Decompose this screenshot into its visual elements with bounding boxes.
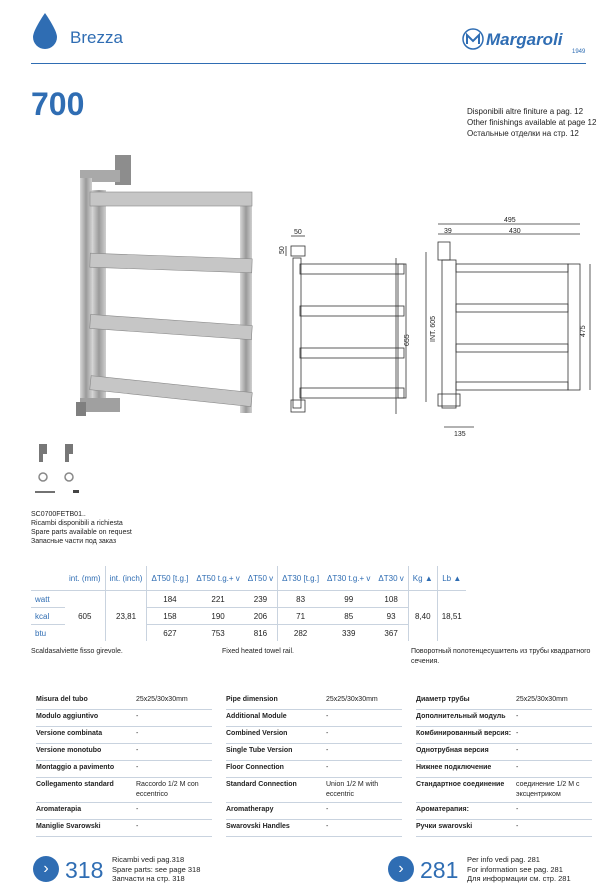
property-row [416, 778, 592, 803]
finishings-en: Other finishings available at page 12 [467, 118, 597, 127]
property-value: 25x25/30x30mm [136, 693, 212, 710]
property-key: Aromatherapy [226, 803, 326, 820]
property-key: Swarovski Handles [226, 820, 326, 837]
property-key: Standard Connection [226, 778, 326, 803]
property-key: Ручки swarovski [416, 820, 516, 837]
property-key: Стандартное соединение [416, 778, 516, 803]
cell-int-mm: 605 [65, 591, 105, 642]
cell: 99 [323, 591, 374, 608]
weight-icon: ▲ [453, 573, 462, 583]
info-line: Spare parts: see page 318 [112, 864, 201, 874]
property-row [226, 803, 402, 820]
property-row [36, 710, 212, 727]
finishings-it: Disponibili altre finiture a pag. 12 [467, 107, 584, 116]
dim-135: 135 [454, 431, 466, 437]
weight-icon: ▲ [424, 573, 433, 583]
property-value: - [326, 761, 402, 778]
property-key: Collegamento standard [36, 778, 136, 803]
property-key: Floor Connection [226, 761, 326, 778]
spares-en: Spare parts available on request [31, 529, 132, 536]
description-en: Fixed heated towel rail. [222, 648, 294, 655]
property-value: - [326, 710, 402, 727]
cell: 83 [278, 591, 323, 608]
property-row [226, 761, 402, 778]
property-row [36, 778, 212, 803]
col-lb [437, 566, 466, 591]
front-view-drawing [414, 212, 592, 437]
dim-430: 430 [509, 228, 521, 235]
description-ru: Поворотный полотенцесушитель из трубы квадратного сечения. [411, 648, 591, 665]
cell: 221 [192, 591, 243, 608]
dim-39: 39 [444, 228, 452, 235]
row-label: kcal [31, 608, 65, 625]
product-photo [60, 150, 290, 430]
property-key: Maniglie Svarowski [36, 820, 136, 837]
col-lb-label: Lb [442, 573, 452, 583]
property-key: Montaggio a pavimento [36, 761, 136, 778]
dim-50-top: 50 [294, 229, 302, 236]
cell: 93 [374, 608, 408, 625]
finishings-note [467, 106, 596, 139]
col-kg [408, 566, 437, 591]
property-value: - [516, 820, 592, 837]
property-row [36, 761, 212, 778]
side-view-drawing [276, 228, 411, 428]
col-kg-label: Kg [412, 573, 423, 583]
cell: 339 [323, 625, 374, 642]
property-row [226, 727, 402, 744]
row-label: btu [31, 625, 65, 642]
spares-it: Ricambi disponibili a richiesta [31, 520, 123, 527]
property-row [36, 803, 212, 820]
col-dt30-v: ΔT30 v [378, 573, 404, 583]
property-value: - [136, 803, 212, 820]
property-row [226, 778, 402, 803]
properties-ru [416, 693, 592, 837]
property-key: Комбинированный версия: [416, 727, 516, 744]
col-dt50-tgv: ΔT50 t.g.+ v [196, 573, 240, 583]
cell: 158 [147, 608, 192, 625]
property-value: 25x25/30x30mm [516, 693, 592, 710]
info-page-button[interactable]: › [388, 856, 414, 882]
property-value: - [136, 820, 212, 837]
header-divider [31, 63, 586, 64]
cell: 627 [147, 625, 192, 642]
property-value: - [136, 710, 212, 727]
col-int-inch: int. (inch) [105, 566, 147, 591]
description-it: Scaldasalviette fisso girevole. [31, 648, 123, 655]
property-value: - [516, 803, 592, 820]
spec-table [31, 566, 466, 641]
info-line: Ricambi vedi pag.318 [112, 855, 185, 864]
dim-50-side: 50 [279, 246, 286, 254]
property-value: - [516, 744, 592, 761]
col-dt30-tgv: ΔT30 t.g.+ v [327, 573, 371, 583]
table-row [31, 591, 466, 608]
property-row [226, 744, 402, 761]
col-int-mm: int. (mm) [69, 573, 101, 583]
property-row [226, 710, 402, 727]
cell: 753 [192, 625, 243, 642]
property-key: Modulo aggiuntivo [36, 710, 136, 727]
property-row [36, 820, 212, 837]
property-value: - [136, 744, 212, 761]
property-key: Aromaterapia [36, 803, 136, 820]
cell: 206 [244, 608, 278, 625]
dim-655: 655 [404, 334, 411, 346]
spare-parts-page-info [112, 855, 200, 884]
property-value: - [326, 803, 402, 820]
property-key: Однотрубная версия [416, 744, 516, 761]
property-value: - [516, 761, 592, 778]
dim-int-605: INT. 605 [430, 315, 437, 342]
cell: 108 [374, 591, 408, 608]
info-line: For information see pag. 281 [467, 864, 563, 874]
property-row [416, 693, 592, 710]
cell: 816 [244, 625, 278, 642]
property-value: - [516, 710, 592, 727]
property-key: Ароматерапия: [416, 803, 516, 820]
spares-code: SC0700FETB01.. [31, 511, 86, 518]
spare-parts-page-button[interactable]: › [33, 856, 59, 882]
spare-parts-icon [31, 440, 86, 500]
logo-year: 1949 [572, 49, 586, 55]
property-value: Union 1/2 M with eccentric [326, 778, 402, 803]
dim-495: 495 [504, 217, 516, 224]
property-row [416, 744, 592, 761]
property-value: - [516, 727, 592, 744]
property-key: Диаметр трубы [416, 693, 516, 710]
property-key: Pipe dimension [226, 693, 326, 710]
spare-parts-page-number[interactable]: 318 [65, 857, 104, 883]
properties-en [226, 693, 402, 837]
info-line: Per info vedi pag. 281 [467, 855, 540, 864]
cell: 190 [192, 608, 243, 625]
property-key: Combined Version [226, 727, 326, 744]
properties-it [36, 693, 212, 837]
property-key: Additional Module [226, 710, 326, 727]
model-number: 700 [31, 86, 85, 122]
cell: 367 [374, 625, 408, 642]
col-dt30-tg: ΔT30 [t.g.] [278, 566, 323, 591]
property-key: Дополнительный модуль [416, 710, 516, 727]
cell-lb: 18,51 [437, 591, 466, 642]
property-row [226, 820, 402, 837]
product-line-name: Brezza [70, 28, 123, 47]
finishings-ru: Остальные отделки на стр. 12 [467, 129, 579, 138]
cell: 85 [323, 608, 374, 625]
property-row [36, 744, 212, 761]
property-row [226, 693, 402, 710]
property-row [416, 803, 592, 820]
water-drop-icon [31, 12, 59, 50]
property-value: соединение 1/2 M с эксцентриком [516, 778, 592, 803]
spares-block [31, 510, 132, 546]
property-value: - [326, 727, 402, 744]
info-page-info [467, 855, 571, 884]
col-dt50-v: ΔT50 v [247, 573, 274, 583]
info-page-number[interactable]: 281 [420, 857, 459, 883]
info-line: Запчасти на стр. 318 [112, 874, 185, 883]
property-key: Versione monotubo [36, 744, 136, 761]
cell: 282 [278, 625, 323, 642]
cell-kg: 8,40 [408, 591, 437, 642]
info-line: Для информации см. стр. 281 [467, 874, 571, 883]
col-dt50-tg: ΔT50 [t.g.] [147, 566, 192, 591]
property-key: Misura del tubo [36, 693, 136, 710]
dim-475: 475 [580, 325, 587, 337]
property-value: - [136, 727, 212, 744]
cell: 71 [278, 608, 323, 625]
property-value: - [136, 761, 212, 778]
cell: 184 [147, 591, 192, 608]
property-key: Single Tube Version [226, 744, 326, 761]
property-value: - [326, 744, 402, 761]
logo-m-icon [462, 28, 484, 50]
property-key: Нижнее подключение [416, 761, 516, 778]
cell-int-inch: 23,81 [105, 591, 147, 642]
property-row [416, 710, 592, 727]
property-value: Raccordo 1/2 M con eccentrico [136, 778, 212, 803]
property-row [416, 761, 592, 778]
logo-text: Margaroli [486, 30, 563, 49]
property-row [416, 820, 592, 837]
spares-ru: Запасные части под заказ [31, 538, 117, 545]
property-key: Versione combinata [36, 727, 136, 744]
property-row [416, 727, 592, 744]
row-label: watt [31, 591, 65, 608]
property-value: 25x25/30x30mm [326, 693, 402, 710]
property-value: - [326, 820, 402, 837]
cell: 239 [244, 591, 278, 608]
property-row [36, 727, 212, 744]
property-row [36, 693, 212, 710]
